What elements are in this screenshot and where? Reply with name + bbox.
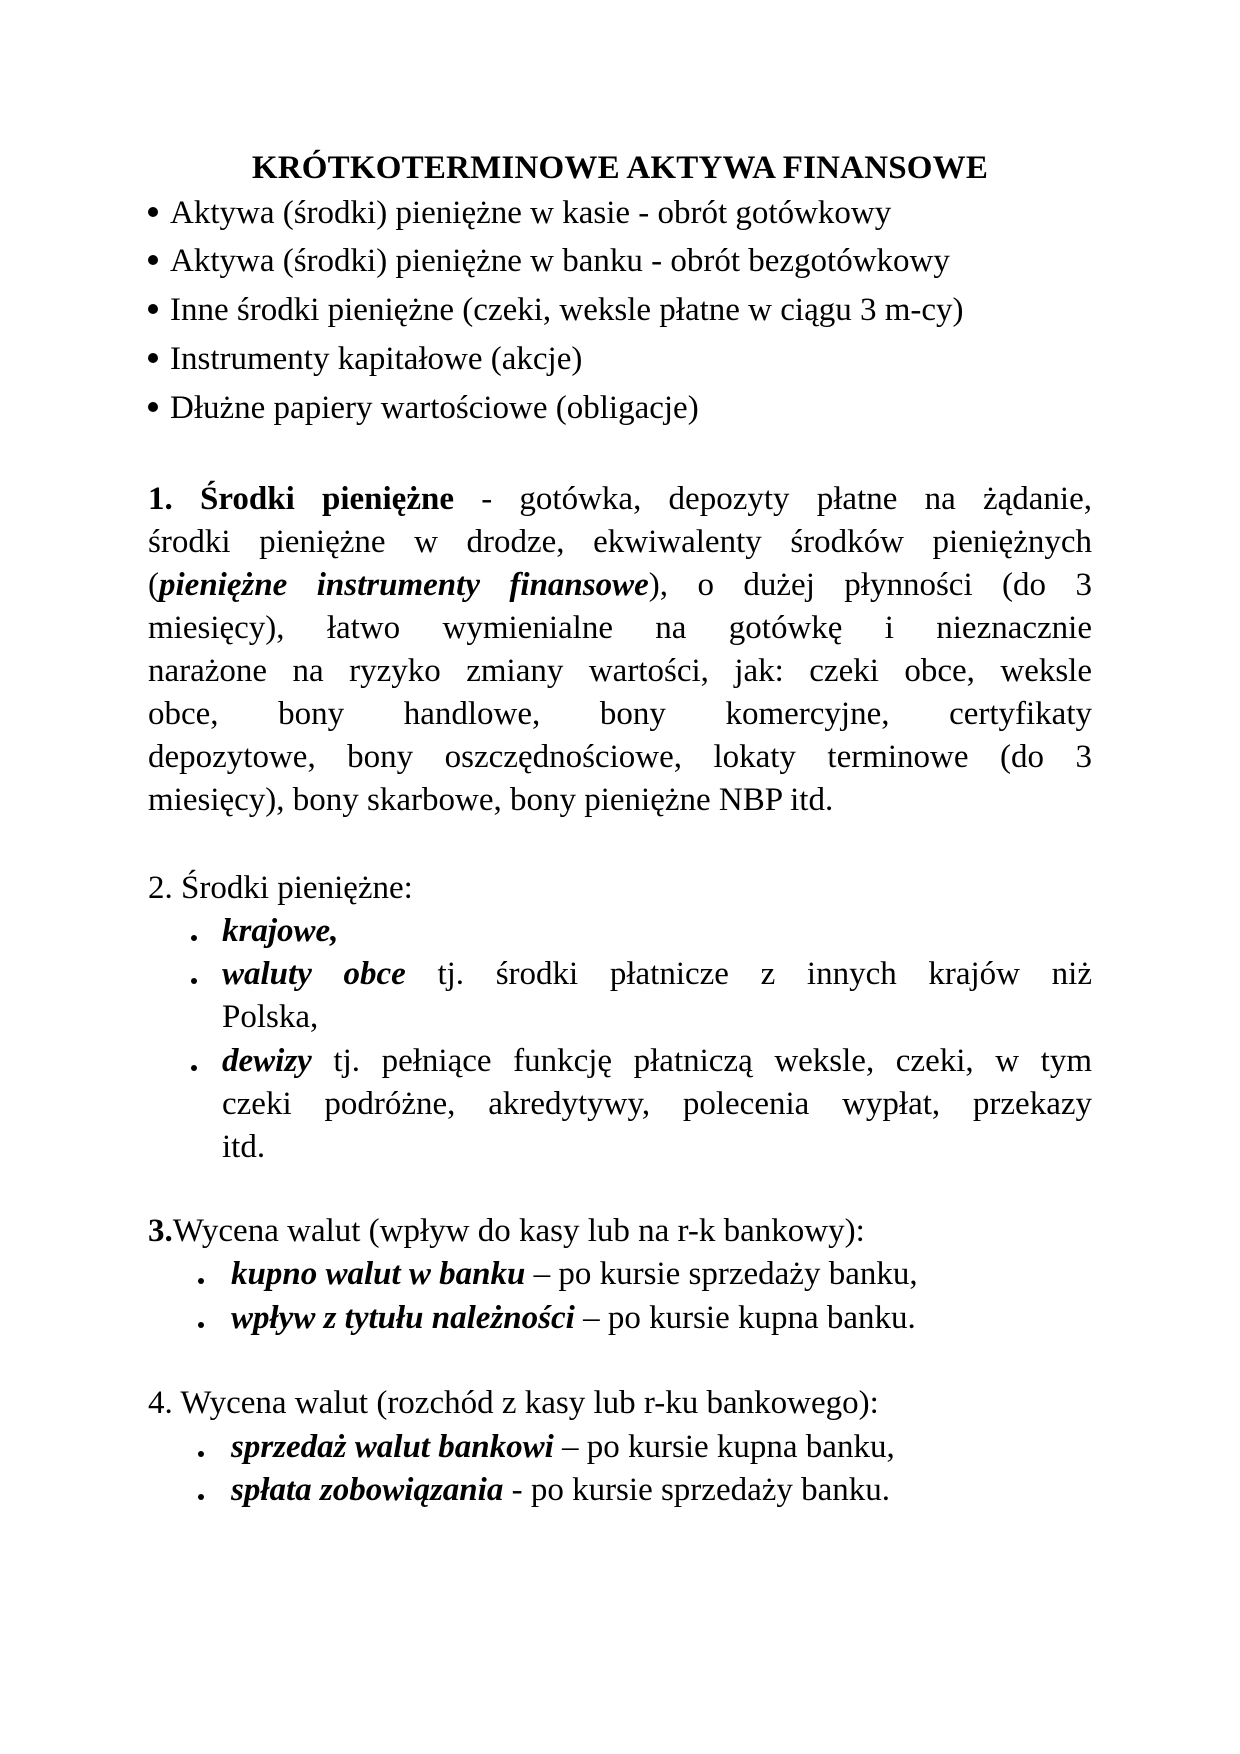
section-1-number: 1.	[148, 481, 200, 517]
list-item: waluty obce tj. środki płatnicze z innych krajów niż Polska,	[222, 956, 1092, 1035]
section-1-term-2: pieniężne instrumenty finansowe	[159, 567, 649, 603]
bullet-icon	[198, 1278, 204, 1284]
bullet-icon	[198, 1494, 204, 1500]
section-3-heading: 3.Wycena walut (wpływ do kasy lub na r-k bankowy):	[148, 1213, 865, 1249]
bullet-icon	[191, 978, 197, 984]
list-item: kupno walut w banku – po kursie sprzedaży banku,	[231, 1256, 918, 1292]
list-item: spłata zobowiązania - po kursie sprzedaży banku.	[231, 1472, 891, 1508]
section-4-heading: 4. Wycena walut (rozchód z kasy lub r-ku bankowego):	[148, 1385, 879, 1421]
list-item: dewizy tj. pełniące funkcję płatniczą weksle, czeki, w tym czeki podróżne, akredytywy, polecenia wypłat, przekazy itd.	[222, 1043, 1092, 1165]
bullet-icon	[191, 935, 197, 941]
bullet-icon	[148, 304, 158, 314]
bullet-icon	[148, 402, 158, 412]
list-item: Aktywa (środki) pieniężne w kasie - obrót gotówkowy	[148, 195, 891, 232]
document-title: KRÓTKOTERMINOWE AKTYWA FINANSOWE	[251, 150, 989, 186]
bullet-icon	[148, 353, 158, 363]
list-item: krajowe,	[222, 913, 339, 949]
list-item: Aktywa (środki) pieniężne w banku - obrót bezgotówkowy	[148, 243, 950, 280]
section-2-heading: 2. Środki pieniężne:	[148, 870, 413, 906]
bullet-icon	[198, 1322, 204, 1328]
bullet-icon	[191, 1065, 197, 1071]
list-item: Inne środki pieniężne (czeki, weksle płatne w ciągu 3 m-cy)	[148, 292, 964, 329]
bullet-icon	[148, 207, 158, 217]
section-1-paragraph: 1. Środki pieniężne - gotówka, depozyty płatne na żądanie, środki pieniężne w drodze, ekwiwalenty środków pieniężnych (pieniężne instrumenty finansowe), o dużej płynności (do 3 miesięcy), łatwo wymienialne na gotówkę i nieznacznie narażone na ryzyko zmiany wartości, jak: czeki obce, weksle obce, bony handlowe, bony komercyjne, certyfikaty depozytowe, bony oszczędnościowe, lokaty terminowe (do 3 miesięcy), bony skarbowe, bony pieniężne NBP itd.	[148, 481, 1092, 818]
bullet-icon	[148, 255, 158, 265]
list-item: Dłużne papiery wartościowe (obligacje)	[148, 390, 699, 427]
list-item: sprzedaż walut bankowi – po kursie kupna banku,	[231, 1429, 895, 1465]
list-item: Instrumenty kapitałowe (akcje)	[148, 341, 582, 378]
list-item: wpływ z tytułu należności – po kursie kupna banku.	[231, 1300, 916, 1336]
section-1-term: Środki pieniężne	[199, 481, 454, 517]
bullet-icon	[198, 1451, 204, 1457]
